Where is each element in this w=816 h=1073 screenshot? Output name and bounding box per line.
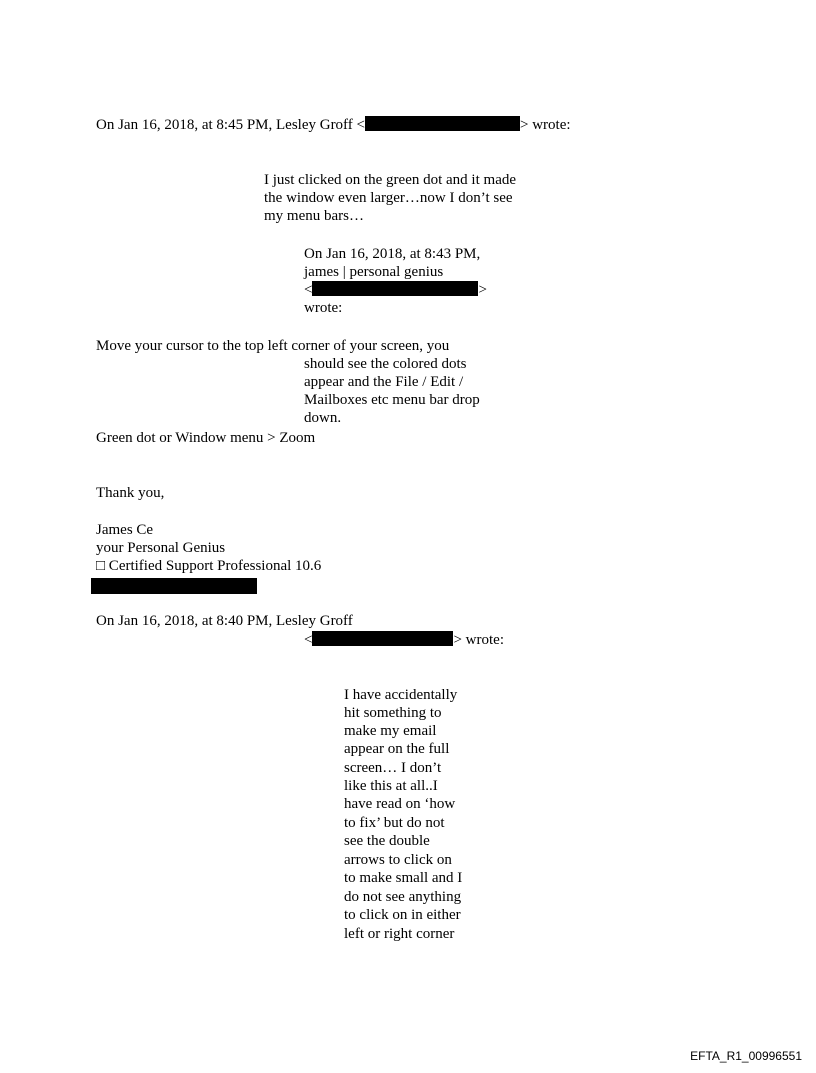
quote-header-2-wrote: wrote: [304, 300, 343, 316]
quote-header-2-sender: james | personal genius [304, 264, 444, 280]
quote-header-3-suffix: > wrote: [453, 632, 504, 648]
original-message-line: screen… I don’t [344, 760, 442, 776]
instruction-line: Mailboxes etc menu bar drop [304, 392, 480, 408]
original-message-line: see the double [344, 833, 430, 849]
signature-name: James Ce [96, 522, 154, 538]
quote-header-3-email [304, 631, 504, 649]
reply-1-line: my menu bars… [264, 208, 364, 224]
original-message-line: hit something to [344, 705, 442, 721]
original-message-line: make my email [344, 723, 437, 739]
redacted-email-1 [365, 116, 520, 131]
open-bracket: < [304, 282, 313, 298]
original-message-line: to fix’ but do not [344, 815, 445, 831]
signature-thanks: Thank you, [96, 485, 165, 501]
original-message-line: do not see anything [344, 889, 462, 905]
original-message-line: have read on ‘how [344, 796, 456, 812]
signature-title: your Personal Genius [96, 540, 226, 556]
quote-header-1-prefix: On Jan 16, 2018, at 8:45 PM, Lesley Groff < [96, 117, 365, 133]
instruction-line: down. [304, 410, 342, 426]
quote-header-1-suffix: > wrote: [520, 117, 571, 133]
redacted-email-3 [312, 631, 453, 646]
quote-header-2-date: On Jan 16, 2018, at 8:43 PM, [304, 246, 481, 262]
open-bracket: < [304, 632, 313, 648]
original-message-line: left or right corner [344, 926, 455, 942]
redacted-signature-contact [91, 578, 257, 594]
signature-certification: □ Certified Support Professional 10.6 [96, 558, 322, 574]
reply-1-line: I just clicked on the green dot and it made [264, 172, 517, 188]
instruction-line: appear and the File / Edit / [304, 374, 464, 390]
quote-header-1 [96, 116, 571, 134]
document-id: EFTA_R1_00996551 [690, 1049, 802, 1063]
instruction-line: should see the colored dots [304, 356, 467, 372]
original-message-line: appear on the full [344, 741, 450, 757]
quote-header-3-date: On Jan 16, 2018, at 8:40 PM, Lesley Groff [96, 613, 353, 629]
original-message-line: to make small and I [344, 870, 463, 886]
instruction-line: Move your cursor to the top left corner of your screen, you [96, 338, 450, 354]
instruction-line: Green dot or Window menu > Zoom [96, 430, 316, 446]
quote-header-2-email [304, 281, 487, 299]
reply-1-line: the window even larger…now I don’t see [264, 190, 513, 206]
original-message-line: to click on in either [344, 907, 461, 923]
original-message-line: like this at all..I [344, 778, 438, 794]
close-bracket: > [478, 282, 487, 298]
original-message-line: arrows to click on [344, 852, 452, 868]
original-message-line: I have accidentally [344, 687, 458, 703]
redacted-email-2 [312, 281, 478, 296]
